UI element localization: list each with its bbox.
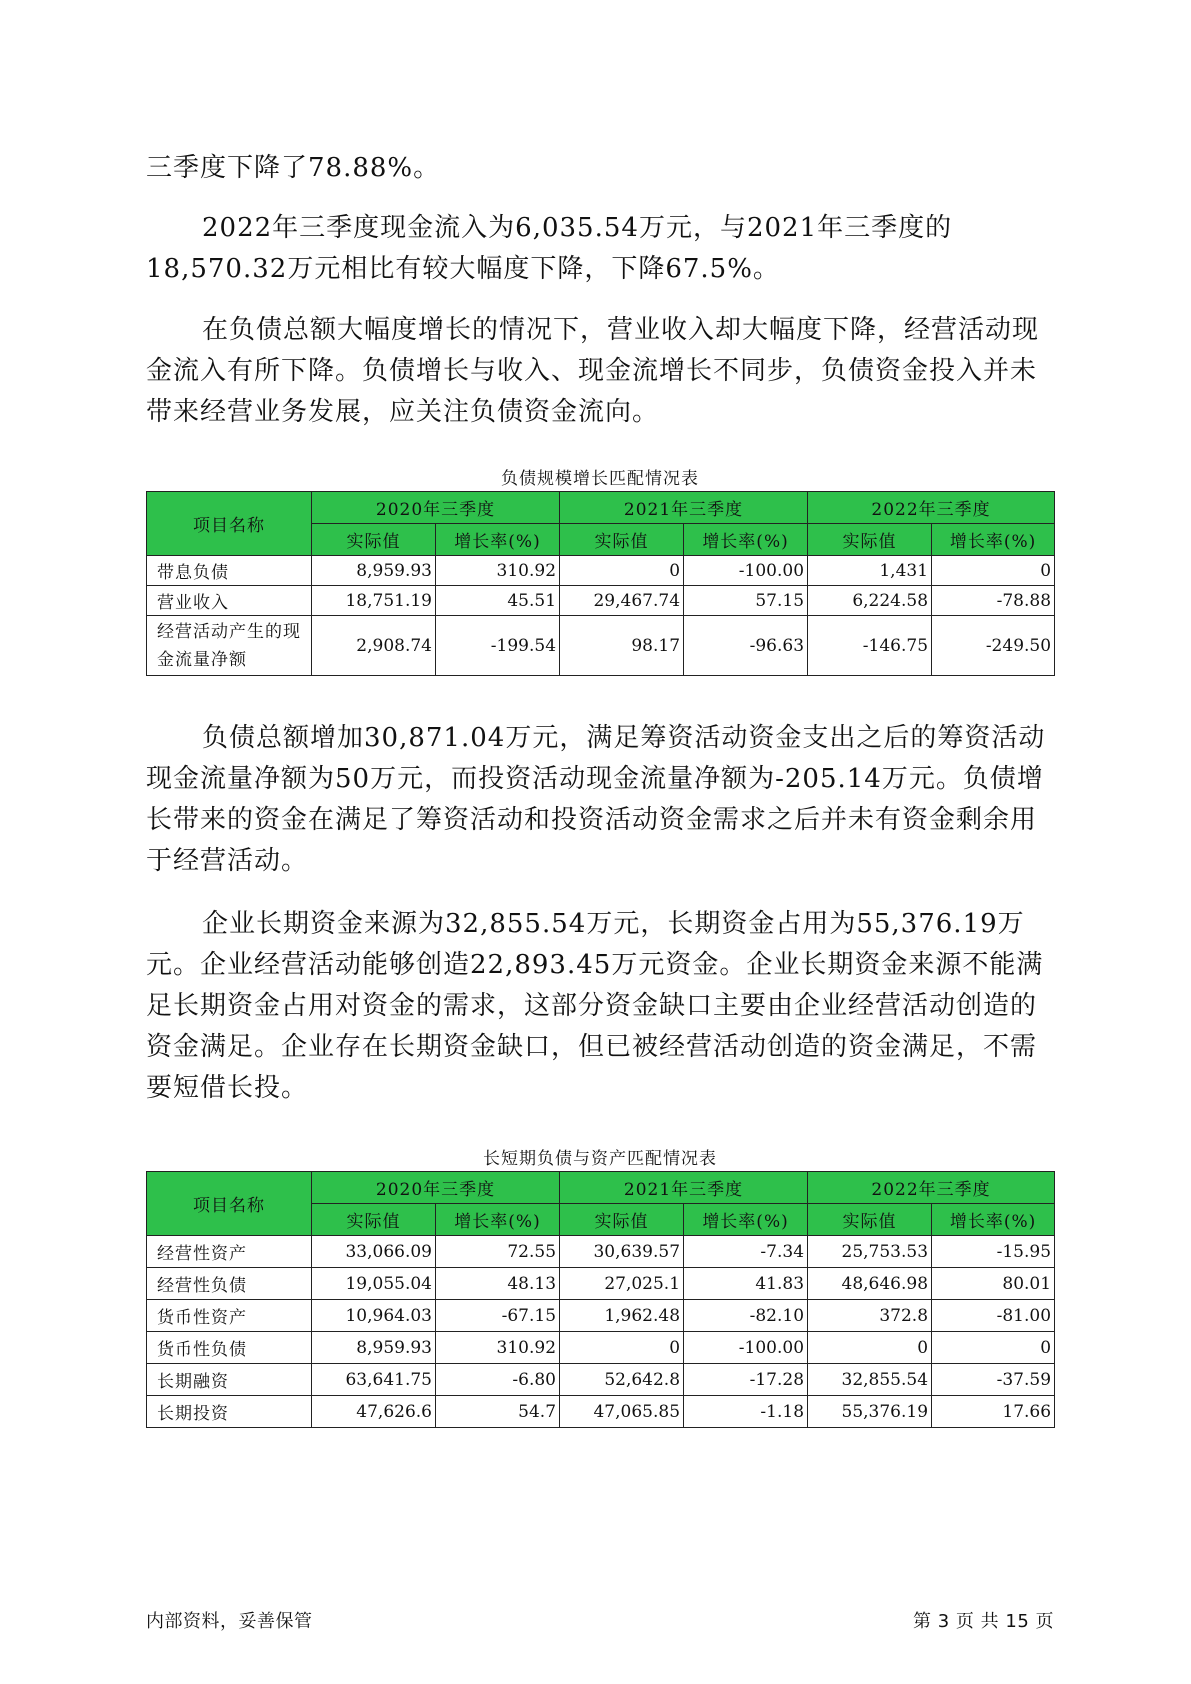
footer-page-number: 第 3 页 共 15 页 [913,1611,1054,1632]
cell-value: -7.34 [684,1236,808,1268]
table-row [147,616,1055,676]
cell-value: 0 [932,556,1055,586]
table1-sub-actual: 实际值 [560,524,684,556]
cell-value: -6.80 [436,1364,560,1396]
paragraph-1: 三季度下降了78.88%。 [146,153,441,183]
cell-value: 19,055.04 [312,1268,436,1300]
cell-value: 2,908.74 [312,616,436,676]
table-row [147,1300,1055,1332]
cell-value: 0 [560,1332,684,1364]
table2-sub-growth: 增长率(%) [436,1204,560,1236]
table2-long-short-match [146,1171,1055,1428]
row-name: 长期融资 [147,1364,312,1396]
row-name: 带息负债 [147,556,312,586]
table1-sub-actual: 实际值 [808,524,932,556]
cell-value: -81.00 [932,1300,1055,1332]
cell-value: 10,964.03 [312,1300,436,1332]
table2-period-2020: 2020年三季度 [312,1172,560,1204]
cell-value: 41.83 [684,1268,808,1300]
cell-value: -100.00 [684,556,808,586]
cell-value: 45.51 [436,586,560,616]
table1-period-2022: 2022年三季度 [808,492,1055,524]
cell-value: 47,065.85 [560,1396,684,1428]
table2-sub-growth: 增长率(%) [684,1204,808,1236]
cell-value: -37.59 [932,1364,1055,1396]
table1-sub-growth: 增长率(%) [684,524,808,556]
cell-value: 72.55 [436,1236,560,1268]
table2-caption: 长短期负债与资产匹配情况表 [483,1149,717,1169]
table-row [147,556,1055,586]
table1-period-2021: 2021年三季度 [560,492,808,524]
cell-value: 6,224.58 [808,586,932,616]
cell-value: 0 [932,1332,1055,1364]
cell-value: 98.17 [560,616,684,676]
cell-value: -67.15 [436,1300,560,1332]
table-row [147,1396,1055,1428]
cell-value: 32,855.54 [808,1364,932,1396]
table2-sub-actual: 实际值 [312,1204,436,1236]
footer-confidential-note: 内部资料，妥善保管 [146,1611,313,1632]
cell-value: 63,641.75 [312,1364,436,1396]
table2-period-2022: 2022年三季度 [808,1172,1055,1204]
row-name: 货币性负债 [147,1332,312,1364]
row-name: 经营活动产生的现金流量净额 [147,616,312,676]
table-row [147,1268,1055,1300]
cell-value: -96.63 [684,616,808,676]
cell-value: -1.18 [684,1396,808,1428]
cell-value: 52,642.8 [560,1364,684,1396]
table2-sub-actual: 实际值 [808,1204,932,1236]
cell-value: 29,467.74 [560,586,684,616]
cell-value: -17.28 [684,1364,808,1396]
cell-value: -78.88 [932,586,1055,616]
table1-period-2020: 2020年三季度 [312,492,560,524]
table2-header-name: 项目名称 [147,1172,312,1236]
table1-sub-actual: 实际值 [312,524,436,556]
paragraph-4: 负债总额增加30,871.04万元，满足筹资活动资金支出之后的筹资活动现金流量净额为50万元，而投资活动现金流量净额为-205.14万元。负债增长带来的资金在满足了筹资活动和投资活动资金需求之后并未有资金剩余用于经营活动。 [146,723,1046,876]
row-name: 货币性资产 [147,1300,312,1332]
cell-value: 310.92 [436,1332,560,1364]
cell-value: 48.13 [436,1268,560,1300]
cell-value: 8,959.93 [312,556,436,586]
cell-value: 27,025.1 [560,1268,684,1300]
cell-value: 0 [560,556,684,586]
cell-value: 80.01 [932,1268,1055,1300]
table2-sub-actual: 实际值 [560,1204,684,1236]
cell-value: 54.7 [436,1396,560,1428]
cell-value: 25,753.53 [808,1236,932,1268]
row-name: 长期投资 [147,1396,312,1428]
table1-caption: 负债规模增长匹配情况表 [501,469,699,489]
cell-value: 1,431 [808,556,932,586]
row-name: 经营性资产 [147,1236,312,1268]
cell-value: 33,066.09 [312,1236,436,1268]
cell-value: 18,751.19 [312,586,436,616]
row-name: 营业收入 [147,586,312,616]
table2-period-2021: 2021年三季度 [560,1172,808,1204]
table1-header-name: 项目名称 [147,492,312,556]
table-row [147,1332,1055,1364]
cell-value: -146.75 [808,616,932,676]
cell-value: -249.50 [932,616,1055,676]
table-row [147,1364,1055,1396]
table1-sub-growth: 增长率(%) [932,524,1055,556]
cell-value: 8,959.93 [312,1332,436,1364]
cell-value: 47,626.6 [312,1396,436,1428]
cell-value: -82.10 [684,1300,808,1332]
cell-value: 57.15 [684,586,808,616]
table-row [147,1236,1055,1268]
cell-value: 372.8 [808,1300,932,1332]
cell-value: 48,646.98 [808,1268,932,1300]
table2-sub-growth: 增长率(%) [932,1204,1055,1236]
cell-value: -15.95 [932,1236,1055,1268]
cell-value: 55,376.19 [808,1396,932,1428]
cell-value: -199.54 [436,616,560,676]
paragraph-2: 2022年三季度现金流入为6,035.54万元，与2021年三季度的18,570.32万元相比有较大幅度下降，下降67.5%。 [146,213,953,284]
table1-sub-growth: 增长率(%) [436,524,560,556]
cell-value: 310.92 [436,556,560,586]
cell-value: -100.00 [684,1332,808,1364]
table1-debt-scale [146,491,1055,676]
paragraph-3: 在负债总额大幅度增长的情况下，营业收入却大幅度下降，经营活动现金流入有所下降。负债增长与收入、现金流增长不同步，负债资金投入并未带来经营业务发展，应关注负债资金流向。 [146,315,1040,427]
row-name: 经营性负债 [147,1268,312,1300]
cell-value: 17.66 [932,1396,1055,1428]
table-row [147,586,1055,616]
paragraph-5: 企业长期资金来源为32,855.54万元，长期资金占用为55,376.19万元。企业经营活动能够创造22,893.45万元资金。企业长期资金来源不能满足长期资金占用对资金的需求，这部分资金缺口主要由企业经营活动创造的资金满足。企业存在长期资金缺口，但已被经营活动创造的资金满足，不需要短借长投。 [146,909,1044,1103]
cell-value: 1,962.48 [560,1300,684,1332]
cell-value: 0 [808,1332,932,1364]
cell-value: 30,639.57 [560,1236,684,1268]
